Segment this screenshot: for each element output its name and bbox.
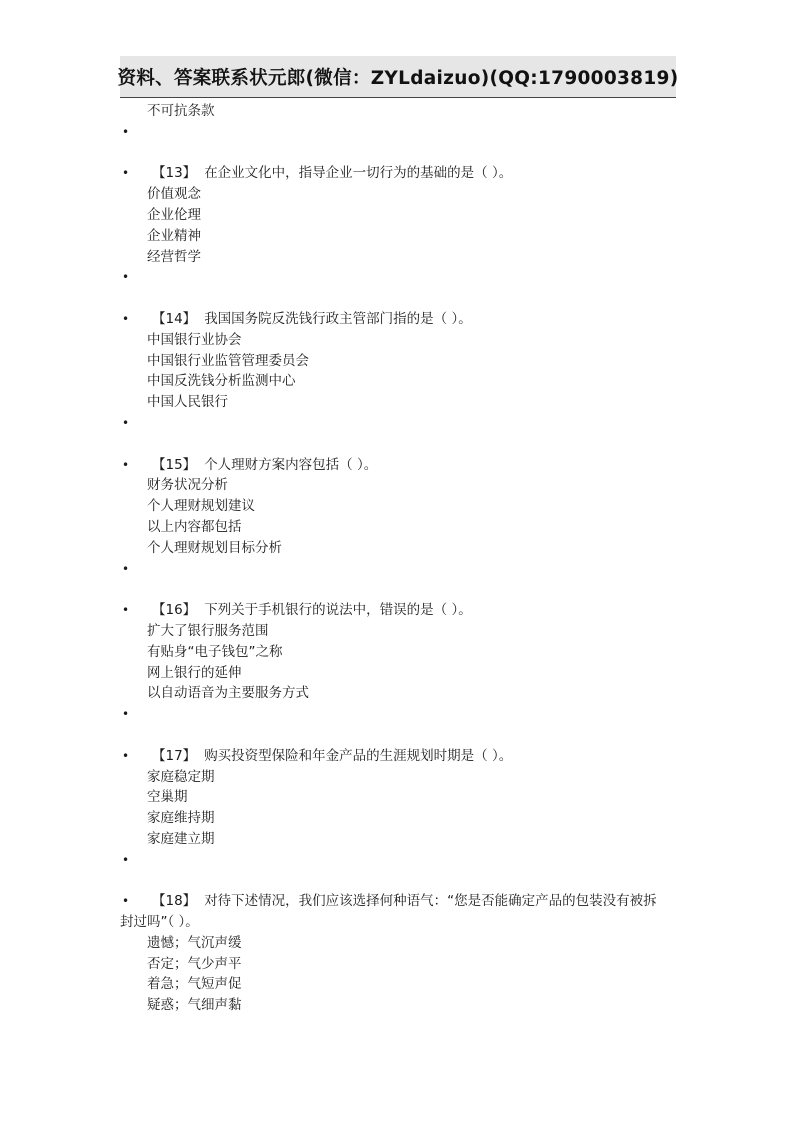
bullet-icon: • (122, 748, 130, 763)
option-item: 以自动语音为主要服务方式 (147, 685, 309, 702)
option-item: 中国反洗钱分析监测中心 (147, 373, 296, 390)
option-item: 空巢期 (147, 789, 188, 806)
separator-line (120, 413, 680, 434)
option-item: 网上银行的延伸 (147, 664, 242, 681)
question-text: 我国国务院反洗钱行政主管部门指的是（ ）。 (204, 310, 472, 327)
option-item: 中国银行业监管管理委员会 (147, 352, 309, 369)
separator-line (120, 704, 680, 725)
question-number: 【15】 (152, 456, 197, 473)
bullet-icon: • (122, 270, 130, 285)
bullet-icon: • (122, 561, 130, 576)
option-item: 有贴身“电子钱包”之称 (147, 643, 283, 660)
option-item: 家庭稳定期 (147, 768, 215, 785)
option-item: 以上内容都包括 (147, 518, 242, 535)
question-number: 【17】 (152, 747, 197, 764)
question-number: 【14】 (152, 310, 197, 327)
option-item: 着急；气短声促 (147, 976, 242, 993)
option-item: 否定；气少声平 (147, 955, 242, 972)
option-item: 价值观念 (147, 186, 201, 203)
option-item: 疑惑；气细声黏 (147, 997, 242, 1014)
question-text: 对待下述情况，我们应该选择何种语气：“您是否能确定产品的包装没有被拆 (204, 893, 657, 910)
option-item: 企业伦理 (147, 206, 201, 223)
header-banner-text: 资料、答案联系状元郎(微信：ZYLdaizuo)(QQ:1790003819) (117, 67, 679, 89)
separator-line (120, 122, 680, 143)
bullet-icon: • (122, 894, 130, 909)
question-18 (120, 891, 680, 912)
option-item: 财务状况分析 (147, 477, 228, 494)
option-item: 经营哲学 (147, 248, 201, 265)
question-number: 【16】 (152, 602, 197, 619)
question-16 (120, 600, 680, 621)
separator-line (120, 559, 680, 580)
option-item: 扩大了银行服务范围 (147, 622, 269, 639)
question-13 (120, 163, 680, 184)
option-item: 家庭建立期 (147, 830, 215, 847)
question-17 (120, 746, 680, 767)
question-text: 下列关于手机银行的说法中，错误的是（ ）。 (204, 602, 472, 619)
option-item: 中国银行业协会 (147, 331, 242, 348)
bullet-icon: • (122, 124, 130, 139)
bullet-icon: • (122, 603, 130, 618)
bullet-icon: • (122, 457, 130, 472)
bullet-icon: • (122, 166, 130, 181)
bullet-icon: • (122, 311, 130, 326)
option-item: 个人理财规划建议 (147, 498, 255, 515)
bullet-icon: • (122, 415, 130, 430)
question-14 (120, 309, 680, 330)
question-text: 在企业文化中，指导企业一切行为的基础的是（ ）。 (204, 165, 513, 182)
header-banner (117, 56, 679, 98)
question-text-continued: 封过吗”（ ）。 (120, 914, 199, 931)
document-body (120, 101, 680, 1016)
bullet-icon: • (122, 852, 130, 867)
separator-line (120, 850, 680, 871)
question-text: 个人理财方案内容包括（ ）。 (204, 456, 378, 473)
question-15 (120, 455, 680, 476)
bullet-icon: • (122, 707, 130, 722)
option-item: 个人理财规划目标分析 (147, 539, 282, 556)
option-item: 企业精神 (147, 227, 201, 244)
question-text: 购买投资型保险和年金产品的生涯规划时期是（ ）。 (204, 747, 513, 764)
option-item: 中国人民银行 (147, 394, 228, 411)
option-item: 家庭维持期 (147, 810, 215, 827)
question-number: 【18】 (152, 893, 197, 910)
option-item: 遗憾；气沉声缓 (147, 934, 242, 951)
option-item: 不可抗条款 (147, 103, 215, 119)
question-number: 【13】 (152, 165, 197, 182)
separator-line (120, 267, 680, 288)
